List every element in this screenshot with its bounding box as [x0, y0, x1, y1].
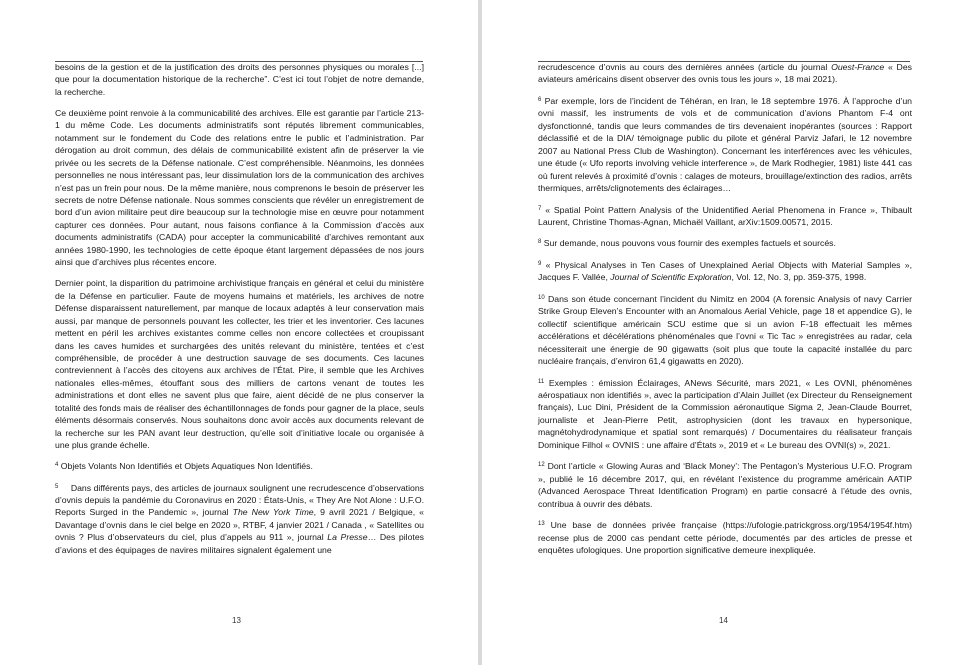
- footnote-number: 13: [538, 521, 545, 528]
- footnote-text: Une base de données privée française (https://ufologie.patrickgross.org/1954/1954f.htm) recense plus de 2000 cas pendant cette période, documentés par des articles de presse et enquêtes ufologiques. Une proportion significative demeure inexpliquée.: [538, 520, 912, 555]
- footnote-5: [55, 482, 424, 557]
- footnote-13: [538, 519, 912, 556]
- footnote-text: « Spatial Point Pattern Analysis of the Unidentified Aerial Phenomena in France », Thibault Laurent, Christine Thomas-Agnan, Michaël Vaillant, arXiv:1509.00571, 2015.: [538, 204, 912, 227]
- footnote-11: [538, 377, 912, 452]
- page-text-right: [538, 61, 912, 565]
- paragraph-communicabilite: Ce deuxième point renvoie à la communicabilité des archives. Elle est garantie par l’article 213-1 du même Code. Les documents administratifs sont réputés librement communicables, notamment sur le fondement du Code des relations entre le public et l’administration. Par dérogation au droit commun, des délais de communicabilité existent afin de préserver la vie privée ou les secrets de la Défense nationale. C’est compréhensible. Néanmoins, les données personnelles ne nous intéressant pas, leur dissimulation lors de la communication des archives n’est pas un frein pour nous. De la même manière, nous comprenons le besoin de préserver les secrets de notre Défense nationale. Nous sommes conscients que révéler un enregistrement de bord d’un avion militaire peut dire beaucoup sur la technologie mise en œuvre pour notamment capturer ces données. Pour autant, nous faisons confiance à la Commission d’accès aux documents administratifs (CADA) pour accepter la communicabilité d’archives remontant aux années 1980-1990, les technologies de cette époque étant largement dépassées de nos jours ainsi que d’archives plus récentes encore.: [55, 107, 424, 268]
- footnote-text: … Des pilotes d’avions et des équipages de navires militaires signalent également une: [55, 532, 424, 555]
- footnote-number: 10: [538, 294, 545, 301]
- footnote-text: Exemples : émission Éclairages, ANews Sécurité, mars 2021, « Les OVNI, phénomènes aérospatiaux non identifiés », avec la participation d’Alain Juillet (ex Directeur du Renseignement français), Luc Dini, Président de la Commission aéronautique Sigma 2, Jean-Claude Bourret, journaliste et Jean-Pierre Petit, astrophysicien (dont les travaux en hypersonique, magnétohydrodynamique et spatial sont remarqués) / Documentaires du réalisateur français Dominique Filhol « OVNIS : une affaire d’États », 2019 et « Le bureau des OVNI(s) », 2021.: [538, 377, 912, 450]
- footnote-text: Dans son étude concernant l’incident du Nimitz en 2004 (A forensic Analysis of navy Carrier Strike Group Eleven’s Encounter with an Anomalous Aerial Vehicle, page 18 et appendice G), le collectif scientifique américain SCU estime que si un avion F-18 effectuait les mêmes accélérations et décélérations phénoménales que l’ovni « Tic Tac » enregistrées au radar, cela nécessiterait une énergie de 90 gigawatts (soit plus que toute la capacité installée du parc nucléaire français, d’environ 61,4 gigawatts en 2020).: [538, 293, 912, 367]
- page-text-left: [55, 61, 424, 565]
- footnote-italic-title: La Presse: [327, 532, 368, 543]
- footnote-number: 6: [538, 96, 542, 103]
- footnote-7: [538, 204, 912, 229]
- footnote-italic-title: Journal of Scientific Exploration: [610, 272, 732, 283]
- footnote-text: recrudescence d’ovnis au cours des dernières années (article du journal: [538, 62, 832, 72]
- paragraph-intro: besoins de la gestion et de la justification des droits des personnes physiques ou morales [...] que pour la documentation historique de la recherche”. C’est ici tout l’objet de notre demande, la recherche.: [55, 62, 424, 97]
- footnote-italic-title: Ouest-France: [831, 62, 885, 72]
- footnote-text: , Vol. 12, No. 3, pp. 359-375, 1998.: [731, 272, 867, 283]
- footnote-9: [538, 259, 912, 284]
- footnote-text: , 9 avril 2021 / Belgique, « Davantage d’ovnis dans le ciel belge en 2020 », RTBF, 4 janvier 2021 / Canada , « Satellites ou ovnis ? Plus d’observateurs du ciel, plus d’appels au 911 », journal: [55, 507, 424, 543]
- footnote-text: Dans différents pays, des articles de journaux soulignent une recrudescence d’observations d’ovnis depuis la pandémie du Coronavirus en 2020 : États-Unis, « They Are Not Alone : U.F.O. Reports Surged in the Pandemic », journal: [55, 482, 425, 518]
- footnote-4: [55, 460, 424, 472]
- footnote-text: Par exemple, lors de l’incident de Téhéran, en Iran, le 18 septembre 1976. À l’approche d’un ovni massif, les instruments de vols et de communication d’avions Phantom F-4 ont dysfonctionné, tandis que leurs commandes de tirs devenaient inopérantes (sources : Rapport déclassifié et de la DIA/ témoignage public du pilote et général Parviz Jafari, le 12 novembre 2007 au National Press Club de Washington). Concernant les interférences avec les véhicules, une étude (« Ufo reports involving vehicle interference », de Mark Rodhegier, 1981) liste 441 cas où furent relevés à proximité d’ovnis : calages de moteurs, brouillage/extinction des radios, arrêts thermiques, arrêts/clignotements des éclairages…: [538, 95, 913, 194]
- footnote-6: [538, 95, 912, 195]
- page-number: 14: [719, 616, 728, 625]
- footnote-text: Dont l’article « Glowing Auras and ‘Black Money’: The Pentagon’s Mysterious U.F.O. Program », publié le 16 décembre 2017, qui, en révélant l’existence du programme américain AATIP (Advanced Aerospace Threat Identification Program) en partie consacré à l’étude des ovnis, contribua à ouvrir des débats.: [538, 461, 912, 509]
- footnote-number: 11: [538, 378, 545, 385]
- page-number: 13: [232, 616, 241, 625]
- footnote-text: Sur demande, nous pouvons vous fournir des exemples factuels et sourcés.: [543, 238, 836, 249]
- footnote-10: [538, 293, 912, 368]
- document-page-right: [482, 0, 960, 665]
- footnote-text: « Des aviateurs américains disent observer des ovnis tous les jours », 18 mai 2021).: [538, 62, 913, 85]
- footnote-number: 5: [55, 483, 59, 490]
- footnote-12: [538, 460, 912, 510]
- footnote-8: [538, 237, 912, 249]
- footnote-number: 4: [55, 462, 59, 469]
- footnote-number: 9: [538, 260, 542, 267]
- footnote-5-continued: [538, 61, 912, 86]
- paragraph-disparition: Dernier point, la disparition du patrimoine archivistique français en général et celui du ministère de la Défense en particulier. Faute de moyens humains et matériels, les archives de notre Défense disparaissent naturellement, par manque de locaux adaptés à leur conservation mais aussi, par manque de personnels pouvant les collecter, les trier et les inventorier. Ces lacunes mettent en péril les archives existantes comme celles non encore collectées et croupissant dans les caves humides et surchargées des unités relevant du ministère, tentées et c’est compréhensible, de procéder à une destruction sauvage de ses documents. Ces lacunes contreviennent à l’accès des citoyens aux archives de l’État. Pire, il semble que les Archives nationales elles-mêmes, étouffant sous des milliers de cartons venant de toutes les administrations et dont elles ne savent plus que faire, aient décidé de ne plus conserver la totalité des fonds mais de réaliser des échantillonnages de fonds pour gagner de la place, seuls éléments désormais conservés. Nous souhaitons donc avoir accès aux documents relevant de la recherche sur les PAN avant leur destruction, qu’elle soit d’initiative locale ou organisée à une plus grande échelle.: [55, 278, 424, 451]
- footnote-number: 12: [538, 462, 545, 469]
- document-page-left: [0, 0, 478, 665]
- footnote-text: « Physical Analyses in Ten Cases of Unexplained Aerial Objects with Material Samples », Jacques F. Vallée,: [538, 259, 912, 283]
- footnote-italic-title: The New York Time: [232, 507, 314, 518]
- footnote-number: 8: [538, 239, 542, 246]
- footnote-text: Objets Volants Non Identifiés et Objets Aquatiques Non Identifiés.: [60, 461, 313, 472]
- footnote-number: 7: [538, 205, 542, 212]
